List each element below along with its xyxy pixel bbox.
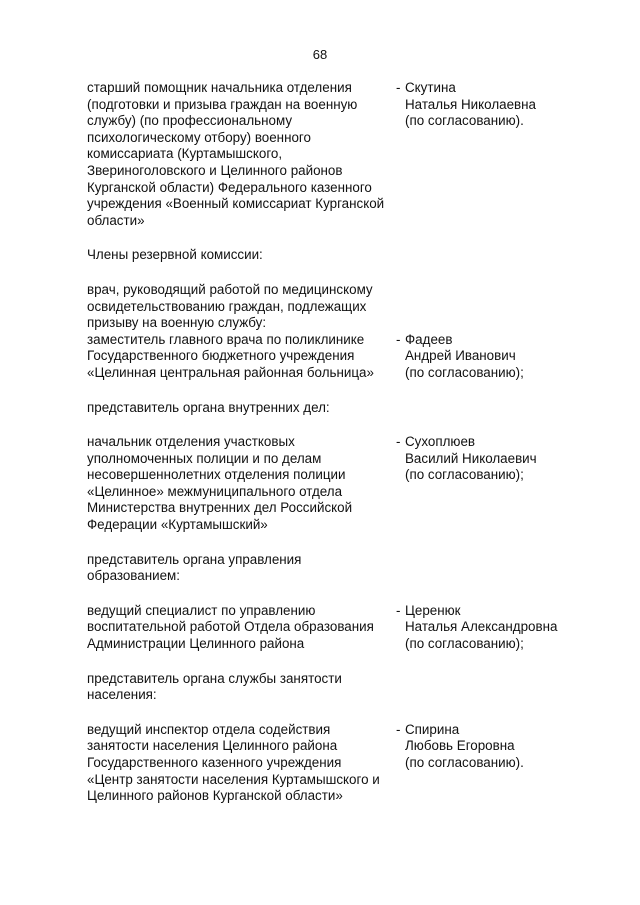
medical-intro — [87, 282, 393, 332]
heading-line: образованием: — [87, 568, 180, 584]
position-line: Федерации «Куртамышский» — [87, 517, 268, 533]
education-heading — [87, 552, 393, 585]
intro-line: призыву на военную службу: — [87, 315, 267, 331]
position-line: комиссариата (Куртамышского, — [87, 146, 283, 162]
member-position — [87, 332, 393, 382]
position-line: ведущий специалист по управлению — [87, 602, 316, 618]
position-line: Курганской области) Федерального казенного — [87, 179, 372, 195]
position-line: воспитательной работой Отдела образования — [87, 619, 374, 635]
heading-line: населения: — [87, 687, 157, 703]
document-body — [87, 80, 607, 805]
agreement-note: (по согласованию); — [405, 364, 524, 380]
heading-line: представитель органа службы занятости — [87, 670, 342, 686]
dash: - — [396, 434, 401, 450]
surname: Фадеев — [405, 331, 453, 347]
given-names: Наталья Александровна — [405, 619, 558, 635]
given-names: Наталья Николаевна — [405, 96, 536, 112]
position-line: старший помощник начальника отделения — [87, 80, 352, 95]
position-line: «Целинное» межмуниципального отдела — [87, 483, 343, 499]
agreement-note: (по согласованию); — [405, 636, 524, 652]
position-line: Администрации Целинного района — [87, 636, 305, 652]
surname: Спирина — [405, 721, 460, 737]
given-names: Андрей Иванович — [405, 348, 516, 364]
surname: Сухоплюев — [405, 434, 476, 450]
position-line: заместитель главного врача по поликлинике — [87, 331, 365, 347]
position-line: Государственного казенного учреждения — [87, 755, 342, 770]
agreement-note: (по согласованию). — [405, 113, 524, 129]
member-position — [87, 434, 393, 534]
member-name — [393, 332, 603, 382]
surname: Скутина — [405, 80, 456, 95]
position-line: несовершеннолетних отделения полиции — [87, 467, 346, 483]
position-line: (подготовки и призыва граждан на военную — [87, 96, 358, 112]
dash: - — [396, 721, 401, 737]
position-line: Звериноголовского и Целинного районов — [87, 162, 343, 178]
position-line: занятости населения Целинного района — [87, 738, 338, 754]
agreement-note: (по согласованию). — [405, 755, 524, 770]
heading-line: представитель органа управления — [87, 551, 302, 567]
page-number: 68 — [312, 47, 328, 62]
employment-heading — [87, 671, 393, 704]
position-line: области» — [87, 212, 145, 228]
intro-line: врач, руководящий работой по медицинскому — [87, 281, 373, 297]
member-entry-skutina — [87, 80, 607, 229]
position-line: психологическому отбору) военного — [87, 129, 311, 145]
given-names: Любовь Егоровна — [405, 738, 515, 754]
member-name — [393, 434, 603, 484]
dash: - — [396, 331, 401, 347]
police-heading: представитель органа внутренних дел: — [87, 399, 330, 415]
member-position — [87, 603, 393, 653]
given-names: Василий Николаевич — [405, 450, 537, 466]
member-position — [87, 722, 393, 805]
position-line: Целинного районов Курганской области» — [87, 788, 343, 804]
member-name — [393, 603, 603, 653]
position-line: Министерства внутренних дел Российской — [87, 500, 353, 516]
position-line: уполномоченных полиции и по делам — [87, 450, 322, 466]
position-line: службу) (по профессиональному — [87, 113, 293, 129]
member-position — [87, 80, 393, 229]
dash: - — [396, 80, 401, 95]
member-entry-tserenyuk — [87, 603, 607, 653]
position-line: ведущий инспектор отдела содействия — [87, 721, 331, 737]
position-line: начальник отделения участковых — [87, 434, 295, 450]
intro-line: освидетельствованию граждан, подлежащих — [87, 298, 367, 314]
reserve-commission-heading: Члены резервной комиссии: — [87, 247, 263, 263]
position-line: «Целинная центральная районная больница» — [87, 364, 374, 380]
member-entry-sukhoplyuev — [87, 434, 607, 534]
surname: Церенюк — [405, 602, 461, 618]
agreement-note: (по согласованию); — [405, 467, 524, 483]
member-name — [393, 722, 603, 772]
member-name — [393, 80, 603, 130]
member-entry-spirina — [87, 722, 607, 805]
position-line: учреждения «Военный комиссариат Курганской — [87, 196, 385, 212]
position-line: Государственного бюджетного учреждения — [87, 348, 355, 364]
position-line: «Центр занятости населения Куртамышского и — [87, 771, 380, 787]
dash: - — [396, 602, 401, 618]
member-entry-fadeev — [87, 332, 607, 382]
